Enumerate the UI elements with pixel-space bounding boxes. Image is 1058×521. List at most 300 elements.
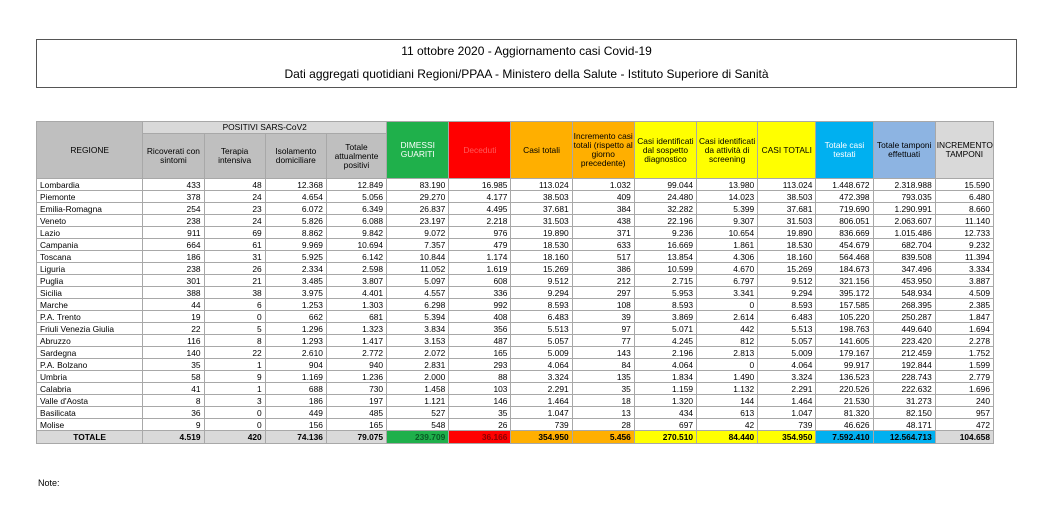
page-subtitle: Dati aggregati quotidiani Regioni/PPAA - Ministero della Salute - Istituto Superiore di Sanità — [284, 67, 769, 81]
cell-ricoverati: 388 — [143, 287, 204, 299]
cell-screening: 812 — [697, 335, 758, 347]
cell-testati: 836.669 — [816, 227, 873, 239]
cell-ricoverati: 186 — [143, 251, 204, 263]
total-casi-totali-2: 354.950 — [758, 431, 816, 444]
cell-testati: 564.468 — [816, 251, 873, 263]
cell-attualmente: 1.323 — [326, 323, 386, 335]
col-header-ricoverati: Ricoverati con sintomi — [143, 134, 204, 179]
cell-isolamento: 904 — [265, 359, 326, 371]
cell-incremento-tamponi: 2.779 — [935, 371, 993, 383]
cell-screening: 10.654 — [697, 227, 758, 239]
cell-ricoverati: 378 — [143, 191, 204, 203]
cell-casi-totali-2: 37.681 — [758, 203, 816, 215]
total-terapia: 420 — [204, 431, 265, 444]
cell-casi-totali: 3.324 — [511, 371, 572, 383]
cell-tamponi: 222.632 — [873, 383, 935, 395]
cell-terapia: 0 — [204, 311, 265, 323]
cell-testati: 99.917 — [816, 359, 873, 371]
col-header-sospetto: Casi identificati dal sospetto diagnostico — [634, 122, 696, 179]
cell-dimessi: 10.844 — [387, 251, 449, 263]
cell-incremento-casi: 77 — [572, 335, 634, 347]
cell-casi-totali-2: 8.593 — [758, 299, 816, 311]
cell-incremento-tamponi: 11.394 — [935, 251, 993, 263]
group-header-positivi: POSITIVI SARS-CoV2 — [143, 122, 387, 134]
total-incremento-casi: 5.456 — [572, 431, 634, 444]
cell-casi-totali: 18.160 — [511, 251, 572, 263]
cell-ricoverati: 8 — [143, 395, 204, 407]
region-name: Marche — [37, 299, 143, 311]
col-header-testati: Totale casi testati — [816, 122, 873, 179]
table-row — [37, 383, 994, 395]
cell-terapia: 31 — [204, 251, 265, 263]
table-row — [37, 359, 994, 371]
cell-screening: 613 — [697, 407, 758, 419]
region-name: P.A. Trento — [37, 311, 143, 323]
cell-terapia: 0 — [204, 419, 265, 431]
cell-attualmente: 1.303 — [326, 299, 386, 311]
cell-dimessi: 9.072 — [387, 227, 449, 239]
cell-incremento-casi: 297 — [572, 287, 634, 299]
cell-incremento-tamponi: 12.733 — [935, 227, 993, 239]
cell-isolamento: 8.862 — [265, 227, 326, 239]
cell-terapia: 1 — [204, 359, 265, 371]
cell-casi-totali-2: 1.047 — [758, 407, 816, 419]
col-header-screening: Casi identificati da attività di screening — [697, 122, 758, 179]
cell-isolamento: 9.969 — [265, 239, 326, 251]
cell-incremento-casi: 1.032 — [572, 179, 634, 191]
cell-tamponi: 548.934 — [873, 287, 935, 299]
total-label: TOTALE — [37, 431, 143, 444]
col-header-deceduti: Deceduti — [449, 122, 511, 179]
cell-deceduti: 103 — [449, 383, 511, 395]
cell-incremento-tamponi: 472 — [935, 419, 993, 431]
table-row — [37, 395, 994, 407]
cell-screening: 1.861 — [697, 239, 758, 251]
cell-casi-totali-2: 739 — [758, 419, 816, 431]
cell-tamponi: 839.508 — [873, 251, 935, 263]
cell-tamponi: 449.640 — [873, 323, 935, 335]
cell-screening: 42 — [697, 419, 758, 431]
cell-ricoverati: 58 — [143, 371, 204, 383]
table-row — [37, 215, 994, 227]
region-name: Molise — [37, 419, 143, 431]
table-row — [37, 251, 994, 263]
cell-dimessi: 23.197 — [387, 215, 449, 227]
cell-deceduti: 356 — [449, 323, 511, 335]
cell-attualmente: 165 — [326, 419, 386, 431]
cell-ricoverati: 238 — [143, 215, 204, 227]
cell-screening: 5.399 — [697, 203, 758, 215]
cell-terapia: 8 — [204, 335, 265, 347]
cell-sospetto: 22.196 — [634, 215, 696, 227]
cell-testati: 1.448.672 — [816, 179, 873, 191]
cell-casi-totali: 5.057 — [511, 335, 572, 347]
cell-incremento-tamponi: 1.694 — [935, 323, 993, 335]
cell-sospetto: 8.593 — [634, 299, 696, 311]
cell-deceduti: 293 — [449, 359, 511, 371]
col-header-incremento-casi: Incremento casi totali (rispetto al giorno precedente) — [572, 122, 634, 179]
cell-tamponi: 192.844 — [873, 359, 935, 371]
cell-dimessi: 5.097 — [387, 275, 449, 287]
cell-casi-totali: 6.483 — [511, 311, 572, 323]
cell-deceduti: 992 — [449, 299, 511, 311]
cell-casi-totali: 19.890 — [511, 227, 572, 239]
cell-attualmente: 12.849 — [326, 179, 386, 191]
cell-isolamento: 3.975 — [265, 287, 326, 299]
cell-deceduti: 487 — [449, 335, 511, 347]
total-row — [37, 431, 994, 444]
total-screening: 84.440 — [697, 431, 758, 444]
cell-incremento-tamponi: 2.278 — [935, 335, 993, 347]
cell-testati: 395.172 — [816, 287, 873, 299]
cell-testati: 136.523 — [816, 371, 873, 383]
cell-screening: 4.306 — [697, 251, 758, 263]
cell-ricoverati: 116 — [143, 335, 204, 347]
total-deceduti: 36.166 — [449, 431, 511, 444]
cell-dimessi: 2.831 — [387, 359, 449, 371]
cell-screening: 14.023 — [697, 191, 758, 203]
cell-deceduti: 976 — [449, 227, 511, 239]
cell-testati: 179.167 — [816, 347, 873, 359]
cell-isolamento: 5.925 — [265, 251, 326, 263]
cell-screening: 9.307 — [697, 215, 758, 227]
cell-dimessi: 2.000 — [387, 371, 449, 383]
cell-dimessi: 4.557 — [387, 287, 449, 299]
cell-ricoverati: 9 — [143, 419, 204, 431]
cell-ricoverati: 36 — [143, 407, 204, 419]
total-tamponi: 12.564.713 — [873, 431, 935, 444]
cell-testati: 81.320 — [816, 407, 873, 419]
cell-tamponi: 228.743 — [873, 371, 935, 383]
cell-attualmente: 9.842 — [326, 227, 386, 239]
cell-ricoverati: 44 — [143, 299, 204, 311]
region-name: Valle d'Aosta — [37, 395, 143, 407]
cell-terapia: 0 — [204, 407, 265, 419]
cell-tamponi: 223.420 — [873, 335, 935, 347]
region-name: Liguria — [37, 263, 143, 275]
table-row — [37, 419, 994, 431]
cell-deceduti: 408 — [449, 311, 511, 323]
cell-deceduti: 1.619 — [449, 263, 511, 275]
cell-isolamento: 449 — [265, 407, 326, 419]
cell-sospetto: 5.953 — [634, 287, 696, 299]
cell-terapia: 38 — [204, 287, 265, 299]
cell-sospetto: 99.044 — [634, 179, 696, 191]
col-header-casi-totali: Casi totali — [511, 122, 572, 179]
cell-incremento-tamponi: 2.385 — [935, 299, 993, 311]
cell-sospetto: 1.320 — [634, 395, 696, 407]
cell-isolamento: 4.654 — [265, 191, 326, 203]
cell-sospetto: 2.715 — [634, 275, 696, 287]
cell-screening: 13.980 — [697, 179, 758, 191]
cell-dimessi: 3.153 — [387, 335, 449, 347]
cell-incremento-tamponi: 957 — [935, 407, 993, 419]
cell-incremento-tamponi: 240 — [935, 395, 993, 407]
cell-tamponi: 48.171 — [873, 419, 935, 431]
cell-incremento-casi: 97 — [572, 323, 634, 335]
cell-isolamento: 5.826 — [265, 215, 326, 227]
cell-attualmente: 1.236 — [326, 371, 386, 383]
table-row — [37, 311, 994, 323]
cell-incremento-casi: 143 — [572, 347, 634, 359]
cell-incremento-casi: 28 — [572, 419, 634, 431]
cell-ricoverati: 35 — [143, 359, 204, 371]
cell-casi-totali-2: 113.024 — [758, 179, 816, 191]
cell-ricoverati: 41 — [143, 383, 204, 395]
cell-attualmente: 4.401 — [326, 287, 386, 299]
cell-casi-totali: 739 — [511, 419, 572, 431]
table-row — [37, 263, 994, 275]
table-row — [37, 203, 994, 215]
region-name: Basilicata — [37, 407, 143, 419]
cell-casi-totali-2: 18.530 — [758, 239, 816, 251]
cell-sospetto: 9.236 — [634, 227, 696, 239]
cell-deceduti: 165 — [449, 347, 511, 359]
cell-testati: 454.679 — [816, 239, 873, 251]
cell-ricoverati: 911 — [143, 227, 204, 239]
cell-tamponi: 1.015.486 — [873, 227, 935, 239]
cell-casi-totali-2: 4.064 — [758, 359, 816, 371]
cell-casi-totali: 31.503 — [511, 215, 572, 227]
col-header-isolamento: Isolamento domiciliare — [265, 134, 326, 179]
cell-casi-totali-2: 6.483 — [758, 311, 816, 323]
cell-terapia: 26 — [204, 263, 265, 275]
col-header-casi-totali-2: CASI TOTALI — [758, 122, 816, 179]
note-label: Note: — [38, 478, 60, 488]
cell-attualmente: 6.142 — [326, 251, 386, 263]
cell-incremento-tamponi: 1.752 — [935, 347, 993, 359]
cell-isolamento: 1.253 — [265, 299, 326, 311]
cell-casi-totali-2: 15.269 — [758, 263, 816, 275]
cell-incremento-casi: 384 — [572, 203, 634, 215]
cell-incremento-casi: 39 — [572, 311, 634, 323]
cell-ricoverati: 19 — [143, 311, 204, 323]
cell-tamponi: 453.950 — [873, 275, 935, 287]
total-attualmente: 79.075 — [326, 431, 386, 444]
cell-terapia: 21 — [204, 275, 265, 287]
cell-testati: 46.626 — [816, 419, 873, 431]
table-row — [37, 191, 994, 203]
cell-isolamento: 156 — [265, 419, 326, 431]
region-name: Lazio — [37, 227, 143, 239]
cell-screening: 6.797 — [697, 275, 758, 287]
covid-data-table — [36, 121, 994, 444]
table-row — [37, 347, 994, 359]
cell-incremento-tamponi: 9.232 — [935, 239, 993, 251]
cell-incremento-tamponi: 8.660 — [935, 203, 993, 215]
cell-deceduti: 2.218 — [449, 215, 511, 227]
cell-incremento-tamponi: 4.509 — [935, 287, 993, 299]
cell-isolamento: 3.485 — [265, 275, 326, 287]
cell-casi-totali-2: 5.513 — [758, 323, 816, 335]
total-incremento-tamponi: 104.658 — [935, 431, 993, 444]
cell-incremento-casi: 371 — [572, 227, 634, 239]
cell-incremento-casi: 409 — [572, 191, 634, 203]
col-header-incremento-tamponi: INCREMENTO TAMPONI — [935, 122, 993, 179]
cell-incremento-casi: 212 — [572, 275, 634, 287]
cell-testati: 157.585 — [816, 299, 873, 311]
total-casi-totali: 354.950 — [511, 431, 572, 444]
cell-testati: 321.156 — [816, 275, 873, 287]
cell-casi-totali-2: 5.009 — [758, 347, 816, 359]
cell-attualmente: 197 — [326, 395, 386, 407]
col-header-tamponi: Totale tamponi effettuati — [873, 122, 935, 179]
cell-testati: 198.763 — [816, 323, 873, 335]
table-row — [37, 371, 994, 383]
region-name: P.A. Bolzano — [37, 359, 143, 371]
cell-incremento-tamponi: 15.590 — [935, 179, 993, 191]
cell-incremento-casi: 84 — [572, 359, 634, 371]
cell-screening: 144 — [697, 395, 758, 407]
cell-attualmente: 10.694 — [326, 239, 386, 251]
cell-isolamento: 1.293 — [265, 335, 326, 347]
table-body — [37, 179, 994, 444]
cell-terapia: 22 — [204, 347, 265, 359]
cell-dimessi: 527 — [387, 407, 449, 419]
cell-isolamento: 1.296 — [265, 323, 326, 335]
cell-terapia: 1 — [204, 383, 265, 395]
total-dimessi: 239.709 — [387, 431, 449, 444]
region-name: Sardegna — [37, 347, 143, 359]
cell-tamponi: 1.290.991 — [873, 203, 935, 215]
cell-screening: 1.132 — [697, 383, 758, 395]
cell-dimessi: 1.458 — [387, 383, 449, 395]
cell-casi-totali: 37.681 — [511, 203, 572, 215]
cell-casi-totali: 5.009 — [511, 347, 572, 359]
cell-isolamento: 186 — [265, 395, 326, 407]
cell-casi-totali: 1.047 — [511, 407, 572, 419]
cell-sospetto: 5.071 — [634, 323, 696, 335]
cell-terapia: 3 — [204, 395, 265, 407]
cell-tamponi: 682.704 — [873, 239, 935, 251]
cell-deceduti: 336 — [449, 287, 511, 299]
cell-incremento-casi: 135 — [572, 371, 634, 383]
cell-ricoverati: 254 — [143, 203, 204, 215]
cell-casi-totali-2: 2.291 — [758, 383, 816, 395]
cell-ricoverati: 664 — [143, 239, 204, 251]
cell-incremento-tamponi: 1.847 — [935, 311, 993, 323]
cell-incremento-tamponi: 3.887 — [935, 275, 993, 287]
region-name: Piemonte — [37, 191, 143, 203]
cell-sospetto: 1.834 — [634, 371, 696, 383]
cell-terapia: 6 — [204, 299, 265, 311]
cell-casi-totali-2: 19.890 — [758, 227, 816, 239]
cell-casi-totali: 9.294 — [511, 287, 572, 299]
region-name: Abruzzo — [37, 335, 143, 347]
cell-ricoverati: 433 — [143, 179, 204, 191]
cell-terapia: 61 — [204, 239, 265, 251]
cell-attualmente: 3.807 — [326, 275, 386, 287]
cell-screening: 0 — [697, 299, 758, 311]
cell-incremento-casi: 438 — [572, 215, 634, 227]
cell-testati: 719.690 — [816, 203, 873, 215]
cell-casi-totali: 8.593 — [511, 299, 572, 311]
cell-incremento-tamponi: 1.696 — [935, 383, 993, 395]
table-row — [37, 275, 994, 287]
cell-isolamento: 6.072 — [265, 203, 326, 215]
cell-incremento-tamponi: 3.334 — [935, 263, 993, 275]
cell-tamponi: 82.150 — [873, 407, 935, 419]
cell-screening: 2.813 — [697, 347, 758, 359]
cell-isolamento: 688 — [265, 383, 326, 395]
cell-screening: 2.614 — [697, 311, 758, 323]
table-row — [37, 287, 994, 299]
cell-terapia: 23 — [204, 203, 265, 215]
cell-casi-totali: 15.269 — [511, 263, 572, 275]
cell-screening: 3.341 — [697, 287, 758, 299]
cell-incremento-casi: 13 — [572, 407, 634, 419]
cell-dimessi: 83.190 — [387, 179, 449, 191]
table-row — [37, 239, 994, 251]
cell-dimessi: 548 — [387, 419, 449, 431]
region-name: Toscana — [37, 251, 143, 263]
cell-ricoverati: 301 — [143, 275, 204, 287]
cell-deceduti: 35 — [449, 407, 511, 419]
cell-attualmente: 730 — [326, 383, 386, 395]
cell-deceduti: 16.985 — [449, 179, 511, 191]
cell-deceduti: 88 — [449, 371, 511, 383]
cell-dimessi: 1.121 — [387, 395, 449, 407]
cell-casi-totali: 2.291 — [511, 383, 572, 395]
cell-terapia: 48 — [204, 179, 265, 191]
cell-sospetto: 16.669 — [634, 239, 696, 251]
cell-casi-totali-2: 9.294 — [758, 287, 816, 299]
table-row — [37, 323, 994, 335]
cell-testati: 184.673 — [816, 263, 873, 275]
cell-casi-totali: 1.464 — [511, 395, 572, 407]
cell-dimessi: 5.394 — [387, 311, 449, 323]
cell-incremento-casi: 386 — [572, 263, 634, 275]
region-name: Lombardia — [37, 179, 143, 191]
cell-attualmente: 6.088 — [326, 215, 386, 227]
cell-terapia: 5 — [204, 323, 265, 335]
cell-incremento-casi: 18 — [572, 395, 634, 407]
table-row — [37, 299, 994, 311]
cell-deceduti: 608 — [449, 275, 511, 287]
cell-sospetto: 3.869 — [634, 311, 696, 323]
cell-tamponi: 31.273 — [873, 395, 935, 407]
cell-screening: 1.490 — [697, 371, 758, 383]
cell-sospetto: 13.854 — [634, 251, 696, 263]
cell-ricoverati: 238 — [143, 263, 204, 275]
cell-tamponi: 793.035 — [873, 191, 935, 203]
cell-testati: 220.526 — [816, 383, 873, 395]
cell-deceduti: 4.495 — [449, 203, 511, 215]
total-sospetto: 270.510 — [634, 431, 696, 444]
region-name: Veneto — [37, 215, 143, 227]
cell-ricoverati: 140 — [143, 347, 204, 359]
cell-ricoverati: 22 — [143, 323, 204, 335]
cell-casi-totali: 9.512 — [511, 275, 572, 287]
region-name: Friuli Venezia Giulia — [37, 323, 143, 335]
cell-attualmente: 5.056 — [326, 191, 386, 203]
cell-casi-totali: 18.530 — [511, 239, 572, 251]
cell-sospetto: 434 — [634, 407, 696, 419]
cell-sospetto: 10.599 — [634, 263, 696, 275]
cell-incremento-casi: 108 — [572, 299, 634, 311]
total-testati: 7.592.410 — [816, 431, 873, 444]
region-name: Puglia — [37, 275, 143, 287]
cell-tamponi: 347.496 — [873, 263, 935, 275]
cell-casi-totali-2: 18.160 — [758, 251, 816, 263]
cell-sospetto: 4.245 — [634, 335, 696, 347]
cell-tamponi: 2.063.607 — [873, 215, 935, 227]
cell-tamponi: 250.287 — [873, 311, 935, 323]
cell-casi-totali-2: 38.503 — [758, 191, 816, 203]
cell-attualmente: 485 — [326, 407, 386, 419]
col-header-regione: REGIONE — [37, 122, 143, 179]
cell-incremento-tamponi: 6.480 — [935, 191, 993, 203]
